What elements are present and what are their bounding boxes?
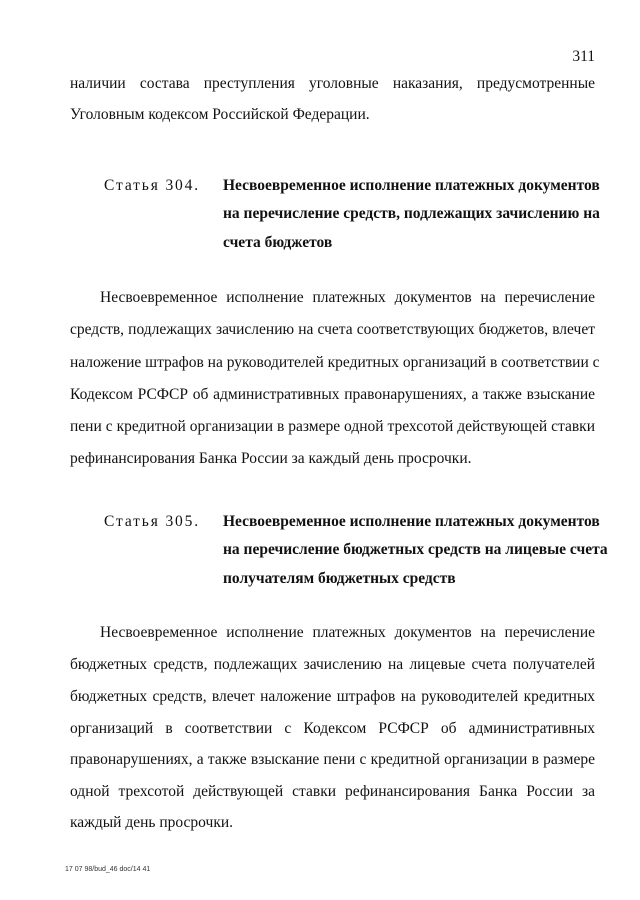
text-line: одной трехсотой действующей ставки рефинансирования Банка России за <box>70 783 595 800</box>
title-line: на перечисление средств, подлежащих зачислению на <box>223 205 600 222</box>
article-label: Статья 305. <box>104 513 201 530</box>
title-line: Несвоевременное исполнение платежных документов <box>223 177 600 194</box>
text-line: бюджетных средств, влечет наложение штрафов на руководителей кредитных <box>70 688 595 705</box>
title-line: на перечисление бюджетных средств на лицевые счета <box>223 541 608 558</box>
text-line: Несвоевременное исполнение платежных документов на перечисление <box>100 624 595 641</box>
article-label: Статья 304. <box>104 177 201 194</box>
title-line: получателям бюджетных средств <box>223 570 456 587</box>
text-line: рефинансирования Банка России за каждый день просрочки. <box>70 450 472 467</box>
text-line: каждый день просрочки. <box>70 814 234 831</box>
title-line: счета бюджетов <box>223 234 333 251</box>
title-line: Несвоевременное исполнение платежных документов <box>223 513 600 530</box>
text-line: правонарушениях, а также взыскание пени с кредитной организации в размере <box>70 751 595 768</box>
text-line: наложение штрафов на руководителей кредитных организаций в соответствии с <box>70 354 600 371</box>
page-number: 311 <box>572 48 595 65</box>
text-line: Несвоевременное исполнение платежных документов на перечисление <box>100 289 595 306</box>
text-line: Уголовным кодексом Российской Федерации. <box>70 106 370 123</box>
text-line: бюджетных средств, подлежащих зачислению на лицевые счета получателей <box>70 656 595 673</box>
text-line: наличии состава преступления уголовные наказания, предусмотренные <box>70 75 595 92</box>
article-305-heading <box>104 512 608 592</box>
text-line: Кодексом РСФСР об административных правонарушениях, а также взыскание <box>70 386 595 403</box>
text-line: организаций в соответствии с Кодексом РСФСР об административных <box>70 720 595 737</box>
text-line: средств, подлежащих зачислению на счета соответствующих бюджетов, влечет <box>70 321 595 338</box>
text-line: пени с кредитной организации в размере одной трехсотой действующей ставки <box>70 418 595 435</box>
article-304-heading <box>104 176 600 256</box>
document-footer: 17 07 98/bud_46 doc/14 41 <box>65 866 151 873</box>
